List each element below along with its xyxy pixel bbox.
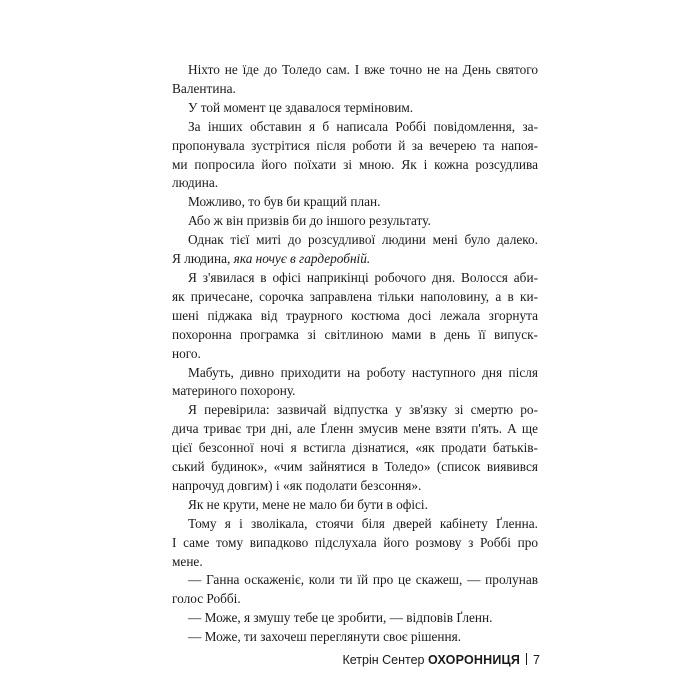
paragraph: [172, 401, 538, 496]
text-line: Або ж він призвів би до іншого результату.: [188, 213, 431, 229]
paragraph: [172, 364, 538, 402]
text-line: Я перевірила: зазвичай відпустка у зв'язку зі смертю ро-: [188, 402, 538, 418]
paragraph: [172, 515, 538, 572]
paragraph: [172, 193, 538, 212]
text-line: Я з'явилася в офісі наприкінці робочого дня. Волосся аби-: [188, 269, 538, 285]
paragraph: [172, 628, 538, 647]
paragraph: [172, 99, 538, 118]
text-line: шені піджака від траурного костюма досі лежала згорнута: [172, 307, 538, 323]
text-line: ми попросила його поїхати зі мною. Як і кожна розсудлива: [172, 156, 538, 172]
text-line: Однак тієї миті до розсудливої людини мені було далеко.: [188, 232, 538, 248]
text-line: У той момент це здавалося терміновим.: [188, 99, 414, 115]
text-segment: Я людина,: [172, 251, 234, 267]
paragraph: [172, 212, 538, 231]
text-line: І саме тому випадково підслухала його розмову з Роббі про: [172, 534, 538, 550]
paragraph: [172, 61, 538, 99]
italic-phrase: яка ночує в гардеробній.: [233, 251, 371, 267]
paragraph: [172, 118, 538, 194]
text-line: За інших обставин я б написала Роббі повідомлення, за-: [188, 118, 538, 134]
paragraph: [172, 496, 538, 515]
text-line: Тому я і зволікала, стоячи біля дверей кабінету Ґленна.: [188, 515, 538, 531]
text-line: материного похорону.: [172, 383, 296, 399]
text-line: — Ганна оскаженіє, коли ти їй про це скажеш, — пролунав: [188, 572, 538, 588]
footer-author: Кетрін Сентер: [342, 653, 425, 667]
book-page-text: [172, 61, 538, 647]
text-line: [172, 250, 538, 269]
text-line: — Може, ти захочеш переглянути своє рішення.: [188, 629, 462, 645]
text-line: людина.: [172, 175, 219, 191]
text-line: дича триває три дні, але Ґленн змусив мене взяти п'ять. А ще: [172, 421, 538, 437]
text-line: Як не крути, мене не мало би бути в офісі.: [188, 496, 428, 512]
text-line: як причесане, сорочка заправлена тільки наполовину, а в ки-: [172, 288, 538, 304]
page-footer: [342, 653, 540, 667]
text-line: цієї безсонної ночі я встигла дізнатися, «як продати батьків-: [172, 440, 538, 456]
text-line: Валентина.: [172, 80, 236, 96]
text-line: Можливо, то був би кращий план.: [188, 194, 381, 210]
text-line: ський будинок», «чим зайнятися в Толедо» (список виявився: [172, 459, 538, 475]
footer-divider: [526, 653, 527, 665]
text-line: — Може, я змушу тебе це зробити, — відповів Ґленн.: [188, 610, 493, 626]
text-line: похоронна програмка зі світлиною мами в день її випуск-: [172, 326, 538, 342]
page-number: 7: [533, 653, 540, 667]
paragraph: [172, 231, 538, 269]
text-line: пропонувала зустрітися після роботи й за вечерею та напоя-: [172, 137, 538, 153]
text-line: напрочуд довгим) і «як подолати безсоння».: [172, 477, 422, 493]
text-line: Ніхто не їде до Толедо сам. І вже точно не на День святого: [188, 62, 538, 77]
text-line: Мабуть, дивно приходити на роботу наступного дня після: [188, 364, 538, 380]
paragraph: [172, 269, 538, 364]
text-line: ного.: [172, 345, 201, 361]
paragraph: [172, 571, 538, 609]
paragraph: [172, 609, 538, 628]
text-line: голос Роббі.: [172, 591, 241, 607]
footer-book-title: ОХОРОННИЦЯ: [428, 653, 521, 667]
text-line: мене.: [172, 553, 203, 569]
